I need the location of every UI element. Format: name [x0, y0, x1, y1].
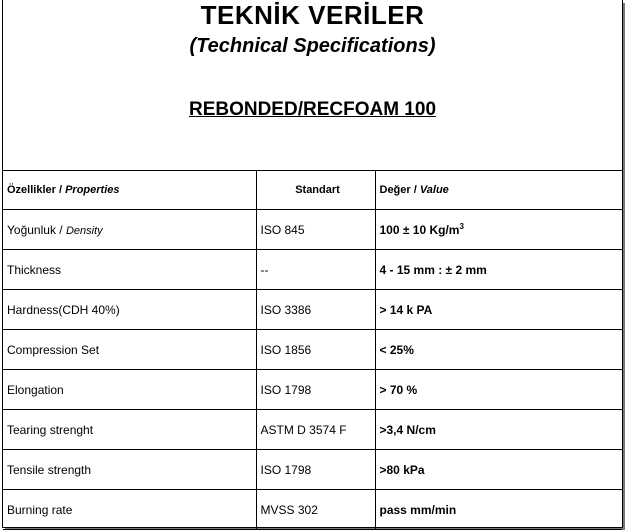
- table-header-row: [3, 171, 622, 210]
- property-cell: Compression Set: [3, 330, 256, 370]
- standard-cell: MVSS 302: [256, 490, 375, 530]
- standard-cell: ISO 3386: [256, 290, 375, 330]
- title-block: [3, 0, 622, 171]
- page-title: TEKNİK VERİLER: [200, 0, 425, 30]
- property-cell: Tensile strength: [3, 450, 256, 490]
- table-row: [3, 210, 622, 250]
- value-cell: pass mm/min: [375, 490, 622, 530]
- column-header-property-tr: Özellikler /: [7, 184, 63, 196]
- page-subtitle: (Technical Specifications): [189, 35, 436, 57]
- standard-cell: ISO 845: [256, 210, 375, 250]
- table-row: [3, 410, 622, 450]
- column-header-property-en: Properties: [65, 184, 120, 196]
- column-header-standard: Standart: [256, 171, 375, 210]
- property-cell: Hardness(CDH 40%): [3, 290, 256, 330]
- table-row: [3, 330, 622, 370]
- value-cell: [375, 210, 622, 250]
- value-cell: >3,4 N/cm: [375, 410, 622, 450]
- spec-table: [3, 171, 622, 530]
- table-row: [3, 290, 622, 330]
- value-text: 100 ± 10 Kg/m: [379, 222, 460, 237]
- property-cell: Tearing strenght: [3, 410, 256, 450]
- table-row: [3, 490, 622, 530]
- standard-cell: ISO 1798: [256, 370, 375, 410]
- table-row: [3, 450, 622, 490]
- property-cell: [3, 210, 256, 250]
- product-name: REBONDED/RECFOAM 100: [188, 99, 437, 120]
- spec-sheet: [2, 0, 623, 528]
- property-label: Yoğunluk /: [7, 222, 63, 237]
- value-cell: > 14 k PA: [375, 290, 622, 330]
- standard-cell: --: [256, 250, 375, 290]
- property-cell: Elongation: [3, 370, 256, 410]
- value-cell: > 70 %: [375, 370, 622, 410]
- property-cell: Thickness: [3, 250, 256, 290]
- value-cell: 4 - 15 mm : ± 2 mm: [375, 250, 622, 290]
- standard-cell: ASTM D 3574 F: [256, 410, 375, 450]
- table-row: [3, 370, 622, 410]
- table-row: [3, 250, 622, 290]
- column-header-value-tr: Değer /: [379, 184, 417, 196]
- property-cell: Burning rate: [3, 490, 256, 530]
- column-header-property: [3, 171, 256, 210]
- standard-cell: ISO 1798: [256, 450, 375, 490]
- value-superscript: 3: [459, 221, 464, 231]
- column-header-value: [375, 171, 622, 210]
- property-label-en: Density: [65, 224, 103, 237]
- standard-cell: ISO 1856: [256, 330, 375, 370]
- value-cell: >80 kPa: [375, 450, 622, 490]
- value-cell: < 25%: [375, 330, 622, 370]
- column-header-value-en: Value: [419, 184, 449, 196]
